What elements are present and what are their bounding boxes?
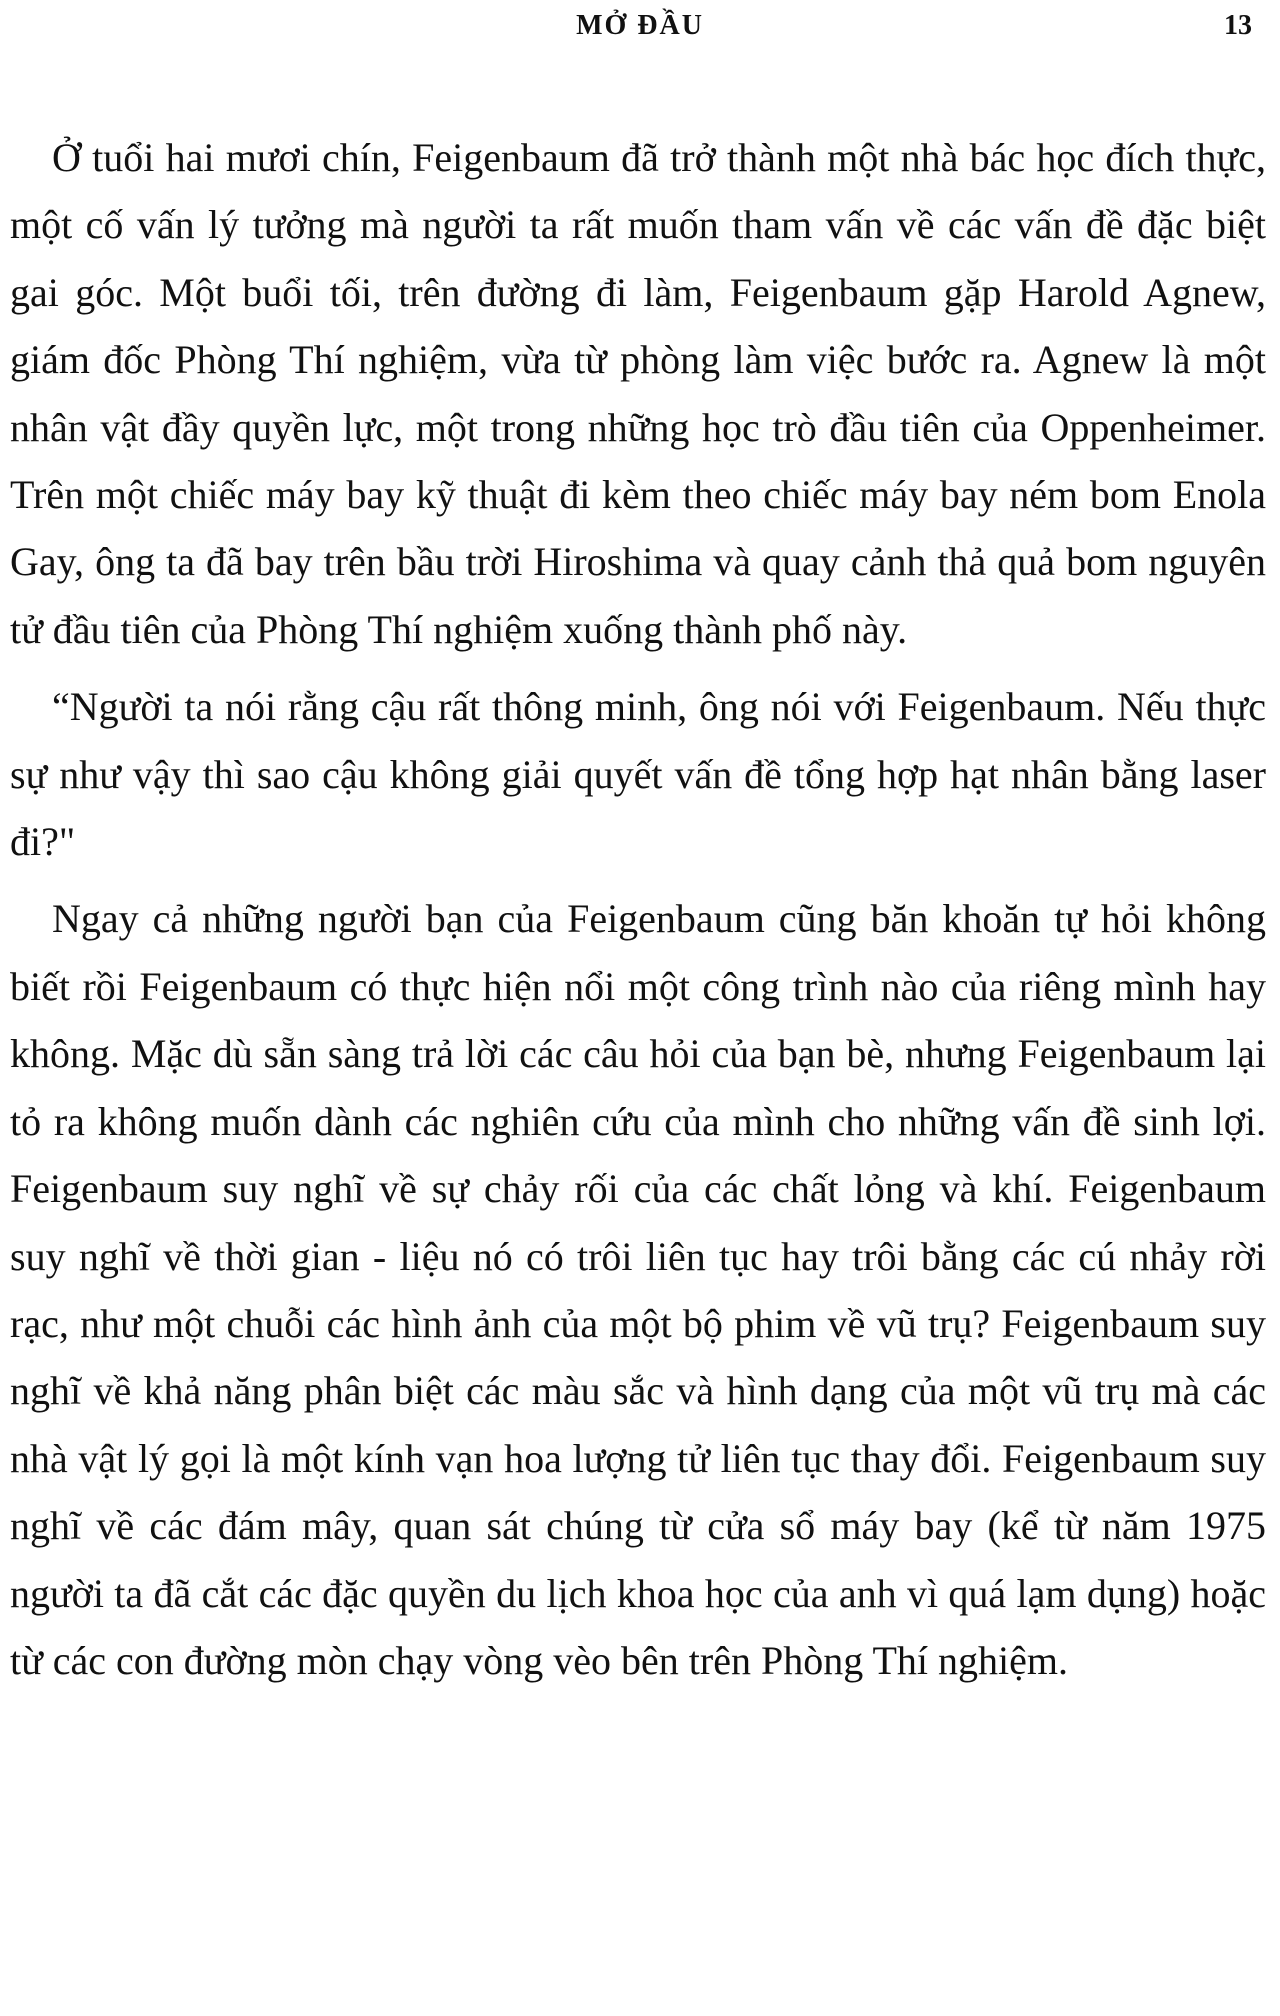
page-number: 13 bbox=[1224, 10, 1252, 41]
chapter-title: MỞ ĐẦU bbox=[576, 10, 704, 41]
paragraph-3: Ngay cả những người bạn của Feigenbaum cũng băn khoăn tự hỏi không biết rồi Feigenbaum có thực hiện nổi một công trình nào của riêng mình hay không. Mặc dù sẵn sàng trả lời các câu hỏi của bạn bè, nhưng Feigenbaum lại tỏ ra không muốn dành các nghiên cứu của mình cho những vấn đề sinh lợi. Feigenbaum suy nghĩ về sự chảy rối của các chất lỏng và khí. Feigenbaum suy nghĩ về thời gian - liệu nó có trôi liên tục hay trôi bằng các cú nhảy rời rạc, như một chuỗi các hình ảnh của một bộ phim về vũ trụ? Feigenbaum suy nghĩ về khả năng phân biệt các màu sắc và hình dạng của một vũ trụ mà các nhà vật lý gọi là một kính vạn hoa lượng tử liên tục thay đổi. Feigenbaum suy nghĩ về các đám mây, quan sát chúng từ cửa sổ máy bay (kể từ năm 1975 người ta đã cắt các đặc quyền du lịch khoa học của anh vì quá lạm dụng) hoặc từ các con đường mòn chạy vòng vèo bên trên Phòng Thí nghiệm. bbox=[10, 896, 1266, 1683]
paragraph-2: “Người ta nói rằng cậu rất thông minh, ông nói với Feigenbaum. Nếu thực sự như vậy thì sao cậu không giải quyết vấn đề tổng hợp hạt nhân bằng laser đi?" bbox=[10, 684, 1266, 865]
running-header bbox=[0, 10, 1280, 50]
paragraph-1: Ở tuổi hai mươi chín, Feigenbaum đã trở thành một nhà bác học đích thực, một cố vấn lý tưởng mà người ta rất muốn tham vấn về các vấn đề đặc biệt gai góc. Một buổi tối, trên đường đi làm, Feigenbaum gặp Harold Agnew, giám đốc Phòng Thí nghiệm, vừa từ phòng làm việc bước ra. Agnew là một nhân vật đầy quyền lực, một trong những học trò đầu tiên của Oppenheimer. Trên một chiếc máy bay kỹ thuật đi kèm theo chiếc máy bay ném bom Enola Gay, ông ta đã bay trên bầu trời Hiroshima và quay cảnh thả quả bom nguyên tử đầu tiên của Phòng Thí nghiệm xuống thành phố này. bbox=[10, 135, 1266, 652]
body-text bbox=[10, 124, 1266, 1694]
